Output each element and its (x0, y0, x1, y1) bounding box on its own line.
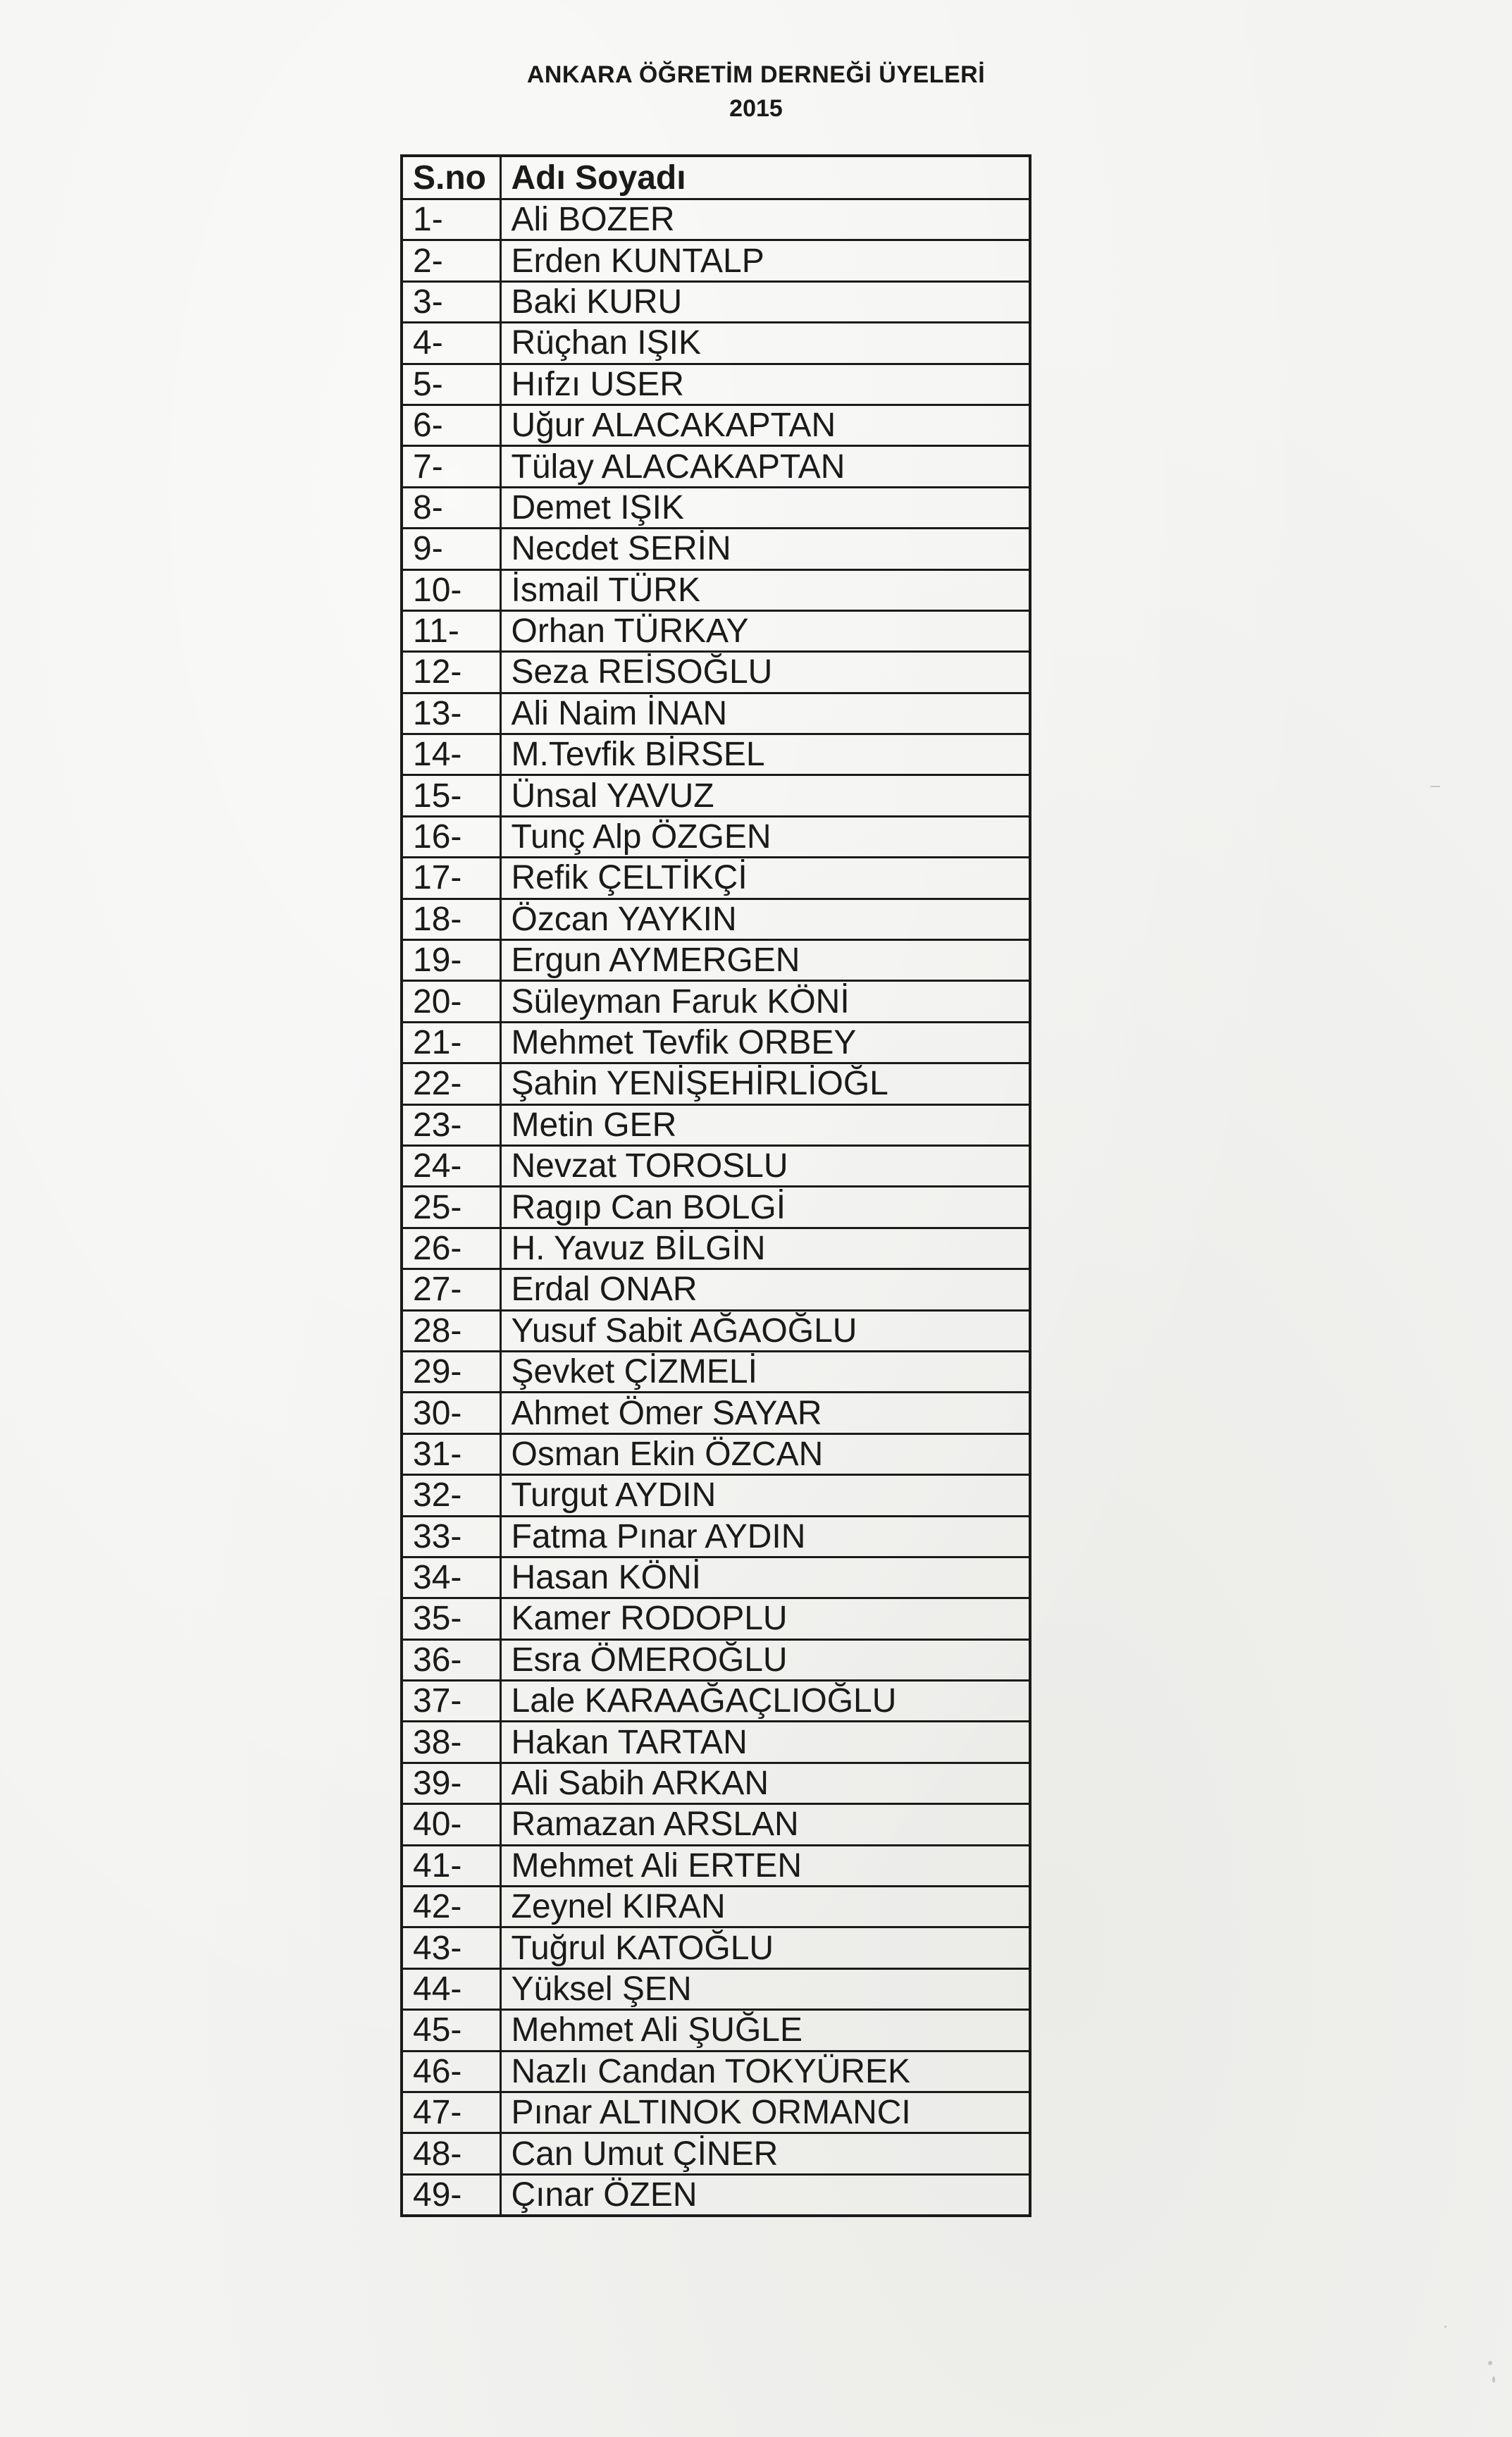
header-no: S.no (402, 156, 500, 199)
table-row (402, 1187, 1030, 1228)
member-number: 12- (402, 652, 500, 693)
member-name: Demet IŞIK (500, 487, 1030, 528)
member-name: Esra ÖMEROĞLU (500, 1639, 1030, 1680)
member-number: 46- (402, 2051, 500, 2092)
member-name: Pınar ALTINOK ORMANCI (500, 2092, 1030, 2133)
member-name: Ali Naim İNAN (500, 693, 1030, 734)
header-name: Adı Soyadı (500, 156, 1030, 199)
member-number: 9- (402, 529, 500, 569)
table-row (402, 858, 1030, 899)
member-name: Refik ÇELTİKÇİ (500, 858, 1030, 899)
member-number: 18- (402, 899, 500, 939)
table-row (402, 405, 1030, 445)
scan-speck (1492, 2376, 1495, 2383)
member-number: 40- (402, 1804, 500, 1845)
member-number: 47- (402, 2092, 500, 2133)
member-number: 25- (402, 1187, 500, 1228)
table-row (402, 2051, 1030, 2092)
table-row (402, 1557, 1030, 1598)
member-name: Şevket ÇİZMELİ (500, 1351, 1030, 1392)
member-number: 6- (402, 405, 500, 445)
member-number: 36- (402, 1639, 500, 1680)
member-name: Yüksel ŞEN (500, 1968, 1030, 2009)
table-row (402, 981, 1030, 1022)
member-name: Ali BOZER (500, 199, 1030, 240)
member-number: 45- (402, 2010, 500, 2051)
table-row (402, 1804, 1030, 1845)
table-row (402, 1145, 1030, 1186)
table-row (402, 2174, 1030, 2216)
table-row (402, 446, 1030, 487)
member-name: Uğur ALACAKAPTAN (500, 405, 1030, 445)
member-number: 10- (402, 569, 500, 610)
table-row (402, 199, 1030, 240)
member-number: 1- (402, 199, 500, 240)
member-number: 7- (402, 446, 500, 487)
member-name: Baki KURU (500, 281, 1030, 322)
member-number: 31- (402, 1433, 500, 1474)
member-number: 48- (402, 2133, 500, 2174)
member-name: Rüçhan IŞIK (500, 323, 1030, 364)
member-name: Nazlı Candan TOKYÜREK (500, 2051, 1030, 2092)
table-row (402, 323, 1030, 364)
table-row (402, 569, 1030, 610)
member-name: H. Yavuz BİLGİN (500, 1228, 1030, 1269)
member-name: Mehmet Tevfik ORBEY (500, 1022, 1030, 1063)
table-row (402, 1063, 1030, 1104)
member-number: 11- (402, 610, 500, 651)
table-row (402, 1681, 1030, 1722)
table-row (402, 899, 1030, 939)
table-row (402, 1968, 1030, 2009)
document-title: ANKARA ÖĞRETİM DERNEĞİ ÜYELERİ (526, 61, 986, 88)
table-row (402, 529, 1030, 569)
table-row (402, 1763, 1030, 1803)
table-row (402, 816, 1030, 857)
table-row (402, 2133, 1030, 2174)
member-name: Ali Sabih ARKAN (500, 1763, 1030, 1803)
member-name: Kamer RODOPLU (500, 1598, 1030, 1639)
table-row (402, 775, 1030, 816)
member-name: Özcan YAYKIN (500, 899, 1030, 939)
member-name: Yusuf Sabit AĞAOĞLU (500, 1310, 1030, 1351)
member-number: 2- (402, 240, 500, 281)
member-number: 17- (402, 858, 500, 899)
table-row (402, 1927, 1030, 1968)
member-number: 19- (402, 940, 500, 981)
member-name: Çınar ÖZEN (500, 2174, 1030, 2216)
member-number: 5- (402, 364, 500, 405)
member-number: 26- (402, 1228, 500, 1269)
member-number: 15- (402, 775, 500, 816)
table-row (402, 1475, 1030, 1516)
member-number: 24- (402, 1145, 500, 1186)
table-row (402, 1104, 1030, 1145)
member-name: Tunç Alp ÖZGEN (500, 816, 1030, 857)
member-number: 16- (402, 816, 500, 857)
member-number: 32- (402, 1475, 500, 1516)
member-name: Tuğrul KATOĞLU (500, 1927, 1030, 1968)
member-number: 33- (402, 1516, 500, 1557)
table-row (402, 1845, 1030, 1886)
member-number: 23- (402, 1104, 500, 1145)
table-row (402, 1393, 1030, 1433)
table-row (402, 487, 1030, 528)
member-name: Hasan KÖNİ (500, 1557, 1030, 1598)
member-name: Orhan TÜRKAY (500, 610, 1030, 651)
table-row (402, 1598, 1030, 1639)
member-name: Erdal ONAR (500, 1269, 1030, 1310)
table-header-row (402, 156, 1030, 199)
scan-speck (1430, 786, 1440, 787)
member-name: Ahmet Ömer SAYAR (500, 1393, 1030, 1433)
member-number: 13- (402, 693, 500, 734)
table-row (402, 1516, 1030, 1557)
member-name: Mehmet Ali ERTEN (500, 1845, 1030, 1886)
table-row (402, 1351, 1030, 1392)
member-number: 39- (402, 1763, 500, 1803)
member-name: M.Tevfik BİRSEL (500, 734, 1030, 775)
member-number: 38- (402, 1722, 500, 1763)
table-row (402, 652, 1030, 693)
table-row (402, 1433, 1030, 1474)
member-name: Nevzat TOROSLU (500, 1145, 1030, 1186)
table-row (402, 610, 1030, 651)
member-number: 42- (402, 1887, 500, 1927)
scan-speck (1444, 2326, 1446, 2328)
scan-speck (1488, 2361, 1492, 2365)
member-number: 22- (402, 1063, 500, 1104)
member-name: Ragıp Can BOLGİ (500, 1187, 1030, 1228)
member-name: Metin GER (500, 1104, 1030, 1145)
member-number: 34- (402, 1557, 500, 1598)
member-name: Ergun AYMERGEN (500, 940, 1030, 981)
member-name: İsmail TÜRK (500, 569, 1030, 610)
member-name: Necdet SERİN (500, 529, 1030, 569)
member-name: Hakan TARTAN (500, 1722, 1030, 1763)
table-row (402, 1228, 1030, 1269)
member-number: 21- (402, 1022, 500, 1063)
table-row (402, 1022, 1030, 1063)
member-number: 35- (402, 1598, 500, 1639)
member-name: Seza REİSOĞLU (500, 652, 1030, 693)
member-name: Can Umut ÇİNER (500, 2133, 1030, 2174)
table-row (402, 734, 1030, 775)
table-row (402, 1722, 1030, 1763)
table-row (402, 364, 1030, 405)
member-name: Zeynel KIRAN (500, 1887, 1030, 1927)
member-number: 44- (402, 1968, 500, 2009)
table-row (402, 281, 1030, 322)
table-row (402, 1269, 1030, 1310)
member-name: Turgut AYDIN (500, 1475, 1030, 1516)
member-number: 43- (402, 1927, 500, 1968)
member-number: 27- (402, 1269, 500, 1310)
table-row (402, 2092, 1030, 2133)
member-number: 8- (402, 487, 500, 528)
member-name: Ramazan ARSLAN (500, 1804, 1030, 1845)
member-rows (402, 199, 1030, 2216)
member-number: 28- (402, 1310, 500, 1351)
member-table (400, 154, 1031, 2217)
member-number: 41- (402, 1845, 500, 1886)
member-name: Hıfzı USER (500, 364, 1030, 405)
table-row (402, 1310, 1030, 1351)
member-name: Ünsal YAVUZ (500, 775, 1030, 816)
member-number: 14- (402, 734, 500, 775)
document-year: 2015 (729, 95, 783, 122)
member-name: Süleyman Faruk KÖNİ (500, 981, 1030, 1022)
table-row (402, 693, 1030, 734)
table-row (402, 240, 1030, 281)
member-name: Lale KARAAĞAÇLIOĞLU (500, 1681, 1030, 1722)
member-number: 49- (402, 2174, 500, 2216)
member-number: 3- (402, 281, 500, 322)
member-number: 29- (402, 1351, 500, 1392)
member-number: 30- (402, 1393, 500, 1433)
table-row (402, 2010, 1030, 2051)
member-name: Şahin YENİŞEHİRLİOĞL (500, 1063, 1030, 1104)
member-name: Erden KUNTALP (500, 240, 1030, 281)
member-number: 37- (402, 1681, 500, 1722)
member-number: 4- (402, 323, 500, 364)
member-number: 20- (402, 981, 500, 1022)
member-name: Fatma Pınar AYDIN (500, 1516, 1030, 1557)
table-row (402, 1887, 1030, 1927)
member-name: Mehmet Ali ŞUĞLE (500, 2010, 1030, 2051)
member-name: Tülay ALACAKAPTAN (500, 446, 1030, 487)
member-name: Osman Ekin ÖZCAN (500, 1433, 1030, 1474)
table-row (402, 1639, 1030, 1680)
table-row (402, 940, 1030, 981)
